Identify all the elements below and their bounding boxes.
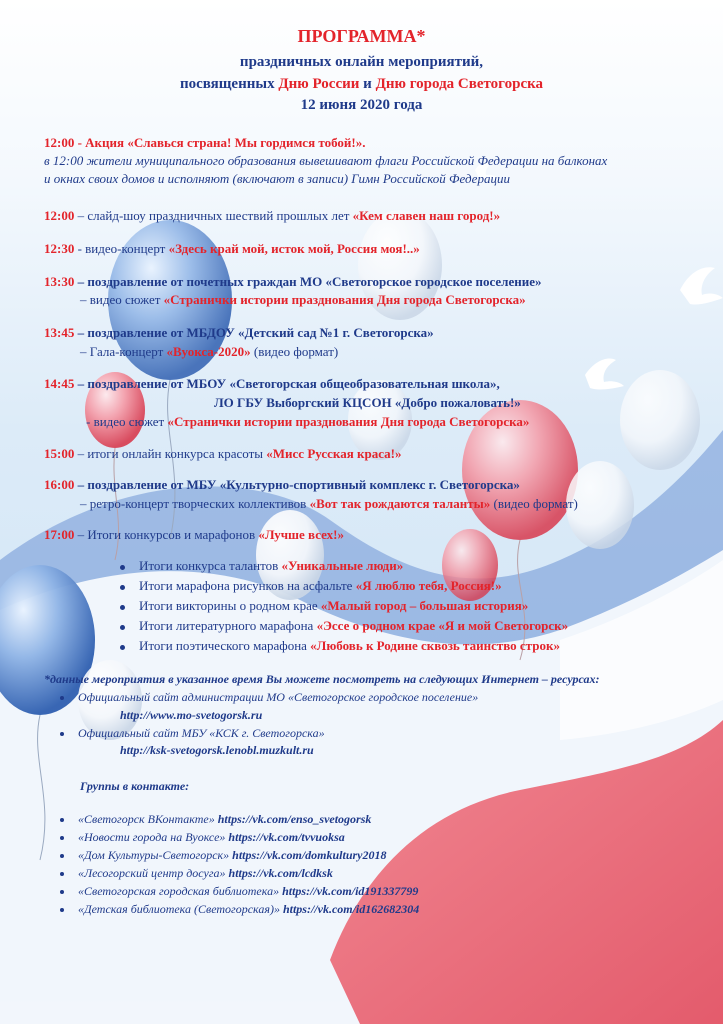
event-4-sub-name: «Странички истории празднования Дня города Светогорска»	[163, 292, 526, 307]
event-8-time: 16:00	[44, 477, 75, 492]
event-5-text: – поздравление от МБДОУ «Детский сад №1 г. Светогорска»	[74, 325, 434, 340]
event-5-sub-name: «Вуокса-2020»	[166, 344, 251, 359]
bullet-icon	[120, 565, 125, 570]
bullet-icon	[60, 854, 64, 858]
event-3-name: «Здесь край мой, исток мой, Россия моя!..»	[168, 241, 420, 256]
event-1	[44, 135, 365, 151]
event-9-time: 17:00	[44, 527, 75, 542]
event-8-text: – поздравление от МБУ «Культурно-спортивный комплекс г. Светогорска»	[74, 477, 520, 492]
group-label: «Дом Культуры-Светогорск»	[78, 848, 233, 862]
group-link[interactable]: https://vk.com/id162682304	[282, 902, 420, 916]
event-2-time: 12:00	[44, 208, 75, 223]
result-text: Итоги конкурса талантов	[139, 558, 282, 573]
site-link[interactable]: http://ksk-svetogorsk.lenobl.muzkult.ru	[120, 743, 314, 757]
group-label: «Новости города на Вуоксе»	[78, 830, 229, 844]
event-1-desc-2: и окнах своих домов и исполняют (включают в записи) Гимн Российской Федерации	[44, 171, 510, 186]
event-7-time: 15:00	[44, 446, 75, 461]
event-2-text: – слайд-шоу праздничных шествий прошлых лет	[74, 208, 353, 223]
group-label: «Светогорск ВКонтакте»	[78, 812, 218, 826]
result-name: «Любовь к Родине сквозь таинство строк»	[310, 638, 560, 653]
group-link[interactable]: https://vk.com/id191337799	[282, 884, 419, 898]
result-text: Итоги литературного марафона	[139, 618, 317, 633]
result-item	[120, 598, 528, 614]
event-5-sub-tail: (видео формат)	[250, 344, 339, 359]
result-text: Итоги викторины о родном крае	[139, 598, 321, 613]
group-label: «Лесогорский центр досуга»	[78, 866, 229, 880]
event-4	[44, 274, 541, 290]
group-label: «Светогорская городская библиотека»	[78, 884, 283, 898]
event-1-name: «Славься страна! Мы гордимся тобой!».	[127, 135, 366, 150]
event-3-text: - видео-концерт	[74, 241, 169, 256]
group-item	[60, 884, 418, 899]
group-link[interactable]: https://vk.com/tvvuoksa	[228, 830, 345, 844]
group-item	[60, 812, 371, 827]
site-label: Официальный сайт МБУ «КСК г. Светогорска»	[78, 726, 325, 740]
event-9	[44, 527, 344, 543]
event-8-sub	[80, 496, 578, 512]
subtitle-line-1: праздничных онлайн мероприятий,	[239, 54, 484, 70]
event-3	[44, 241, 420, 257]
group-item	[60, 830, 345, 845]
result-item	[120, 618, 568, 634]
groups-title: Группы в контакте:	[80, 779, 190, 793]
event-9-text: – Итоги конкурсов и марафонов	[74, 527, 259, 542]
subtitle-line-2	[0, 76, 723, 93]
group-link[interactable]: https://vk.com/enso_svetogorsk	[217, 812, 372, 826]
subtitle-prefix: посвященных	[179, 76, 279, 92]
event-8-sub-text: – ретро-концерт творческих коллективов	[80, 496, 310, 511]
result-item	[120, 558, 403, 574]
day-of-city: Дню города Светогорска	[375, 76, 544, 92]
event-1-time: 12:00	[44, 135, 75, 150]
bullet-icon	[60, 732, 64, 736]
event-5	[44, 325, 434, 341]
bullet-icon	[60, 872, 64, 876]
group-item	[60, 902, 419, 917]
event-4-time: 13:30	[44, 274, 75, 289]
bullet-icon	[60, 818, 64, 822]
result-name: «Малый город – большая история»	[320, 598, 529, 613]
group-item	[60, 848, 387, 863]
event-6-sub-text: - видео сюжет	[86, 414, 168, 429]
event-5-sub	[80, 344, 338, 360]
result-name: «Эссе о родном крае «Я и мой Светогорск»	[316, 618, 569, 633]
footnote: *данные мероприятия в указанное время Вы можете посмотреть на следующих Интернет – ресурсах:	[44, 672, 600, 686]
page-title: ПРОГРАММА*	[297, 26, 426, 46]
event-7	[44, 446, 401, 462]
event-6-text-2: ЛО ГБУ Выборгский КЦСОН «Добро пожаловать!»	[214, 395, 521, 410]
event-4-text: – поздравление от почетных граждан МО «Светогорское городское поселение»	[74, 274, 542, 289]
group-link[interactable]: https://vk.com/domkultury2018	[232, 848, 387, 862]
event-5-time: 13:45	[44, 325, 75, 340]
event-6-time: 14:45	[44, 376, 75, 391]
event-8	[44, 477, 520, 493]
bullet-icon	[120, 585, 125, 590]
result-text: Итоги марафона рисунков на асфальте	[139, 578, 356, 593]
event-2-name: «Кем славен наш город!»	[352, 208, 501, 223]
event-2	[44, 208, 500, 224]
site-item	[60, 690, 478, 705]
event-9-name: «Лучше всех!»	[258, 527, 344, 542]
result-name: «Я люблю тебя, Россия!»	[355, 578, 502, 593]
result-name: «Уникальные люди»	[281, 558, 404, 573]
group-link[interactable]: https://vk.com/lcdksk	[228, 866, 333, 880]
event-6	[44, 376, 500, 392]
event-5-sub-text: – Гала-концерт	[80, 344, 167, 359]
bullet-icon	[60, 908, 64, 912]
event-8-sub-tail: (видео формат)	[490, 496, 578, 511]
event-6-text: – поздравление от МБОУ «Светогорская общеобразовательная школа»,	[74, 376, 500, 391]
event-1-action: - Акция	[74, 135, 128, 150]
bullet-icon	[120, 645, 125, 650]
site-label: Официальный сайт администрации МО «Светогорское городское поселение»	[78, 690, 479, 704]
event-7-name: «Мисс Русская краса!»	[266, 446, 402, 461]
event-6-sub	[86, 414, 529, 430]
bullet-icon	[120, 605, 125, 610]
event-3-time: 12:30	[44, 241, 75, 256]
event-4-sub-text: – видео сюжет	[80, 292, 164, 307]
bullet-icon	[60, 836, 64, 840]
bullet-icon	[60, 696, 64, 700]
group-label: «Детская библиотека (Светогорская)»	[78, 902, 283, 916]
group-item	[60, 866, 333, 881]
event-7-text: – итоги онлайн конкурса красоты	[74, 446, 267, 461]
result-text: Итоги поэтического марафона	[139, 638, 311, 653]
site-link[interactable]: http://www.mo-svetogorsk.ru	[120, 708, 263, 722]
event-8-sub-name: «Вот так рождаются таланты»	[309, 496, 491, 511]
bullet-icon	[120, 625, 125, 630]
result-item	[120, 578, 502, 594]
result-item	[120, 638, 560, 654]
event-6-sub-name: «Странички истории празднования Дня города Светогорска»	[167, 414, 530, 429]
event-1-desc-1: в 12:00 жители муниципального образования вывешивают флаги Российской Федерации на балконах	[44, 153, 608, 168]
event-date: 12 июня 2020 года	[300, 97, 423, 113]
bullet-icon	[60, 890, 64, 894]
subtitle-and: и	[359, 76, 376, 92]
day-of-russia: Дню России	[278, 76, 360, 92]
site-item	[60, 726, 325, 741]
event-4-sub	[80, 292, 526, 308]
